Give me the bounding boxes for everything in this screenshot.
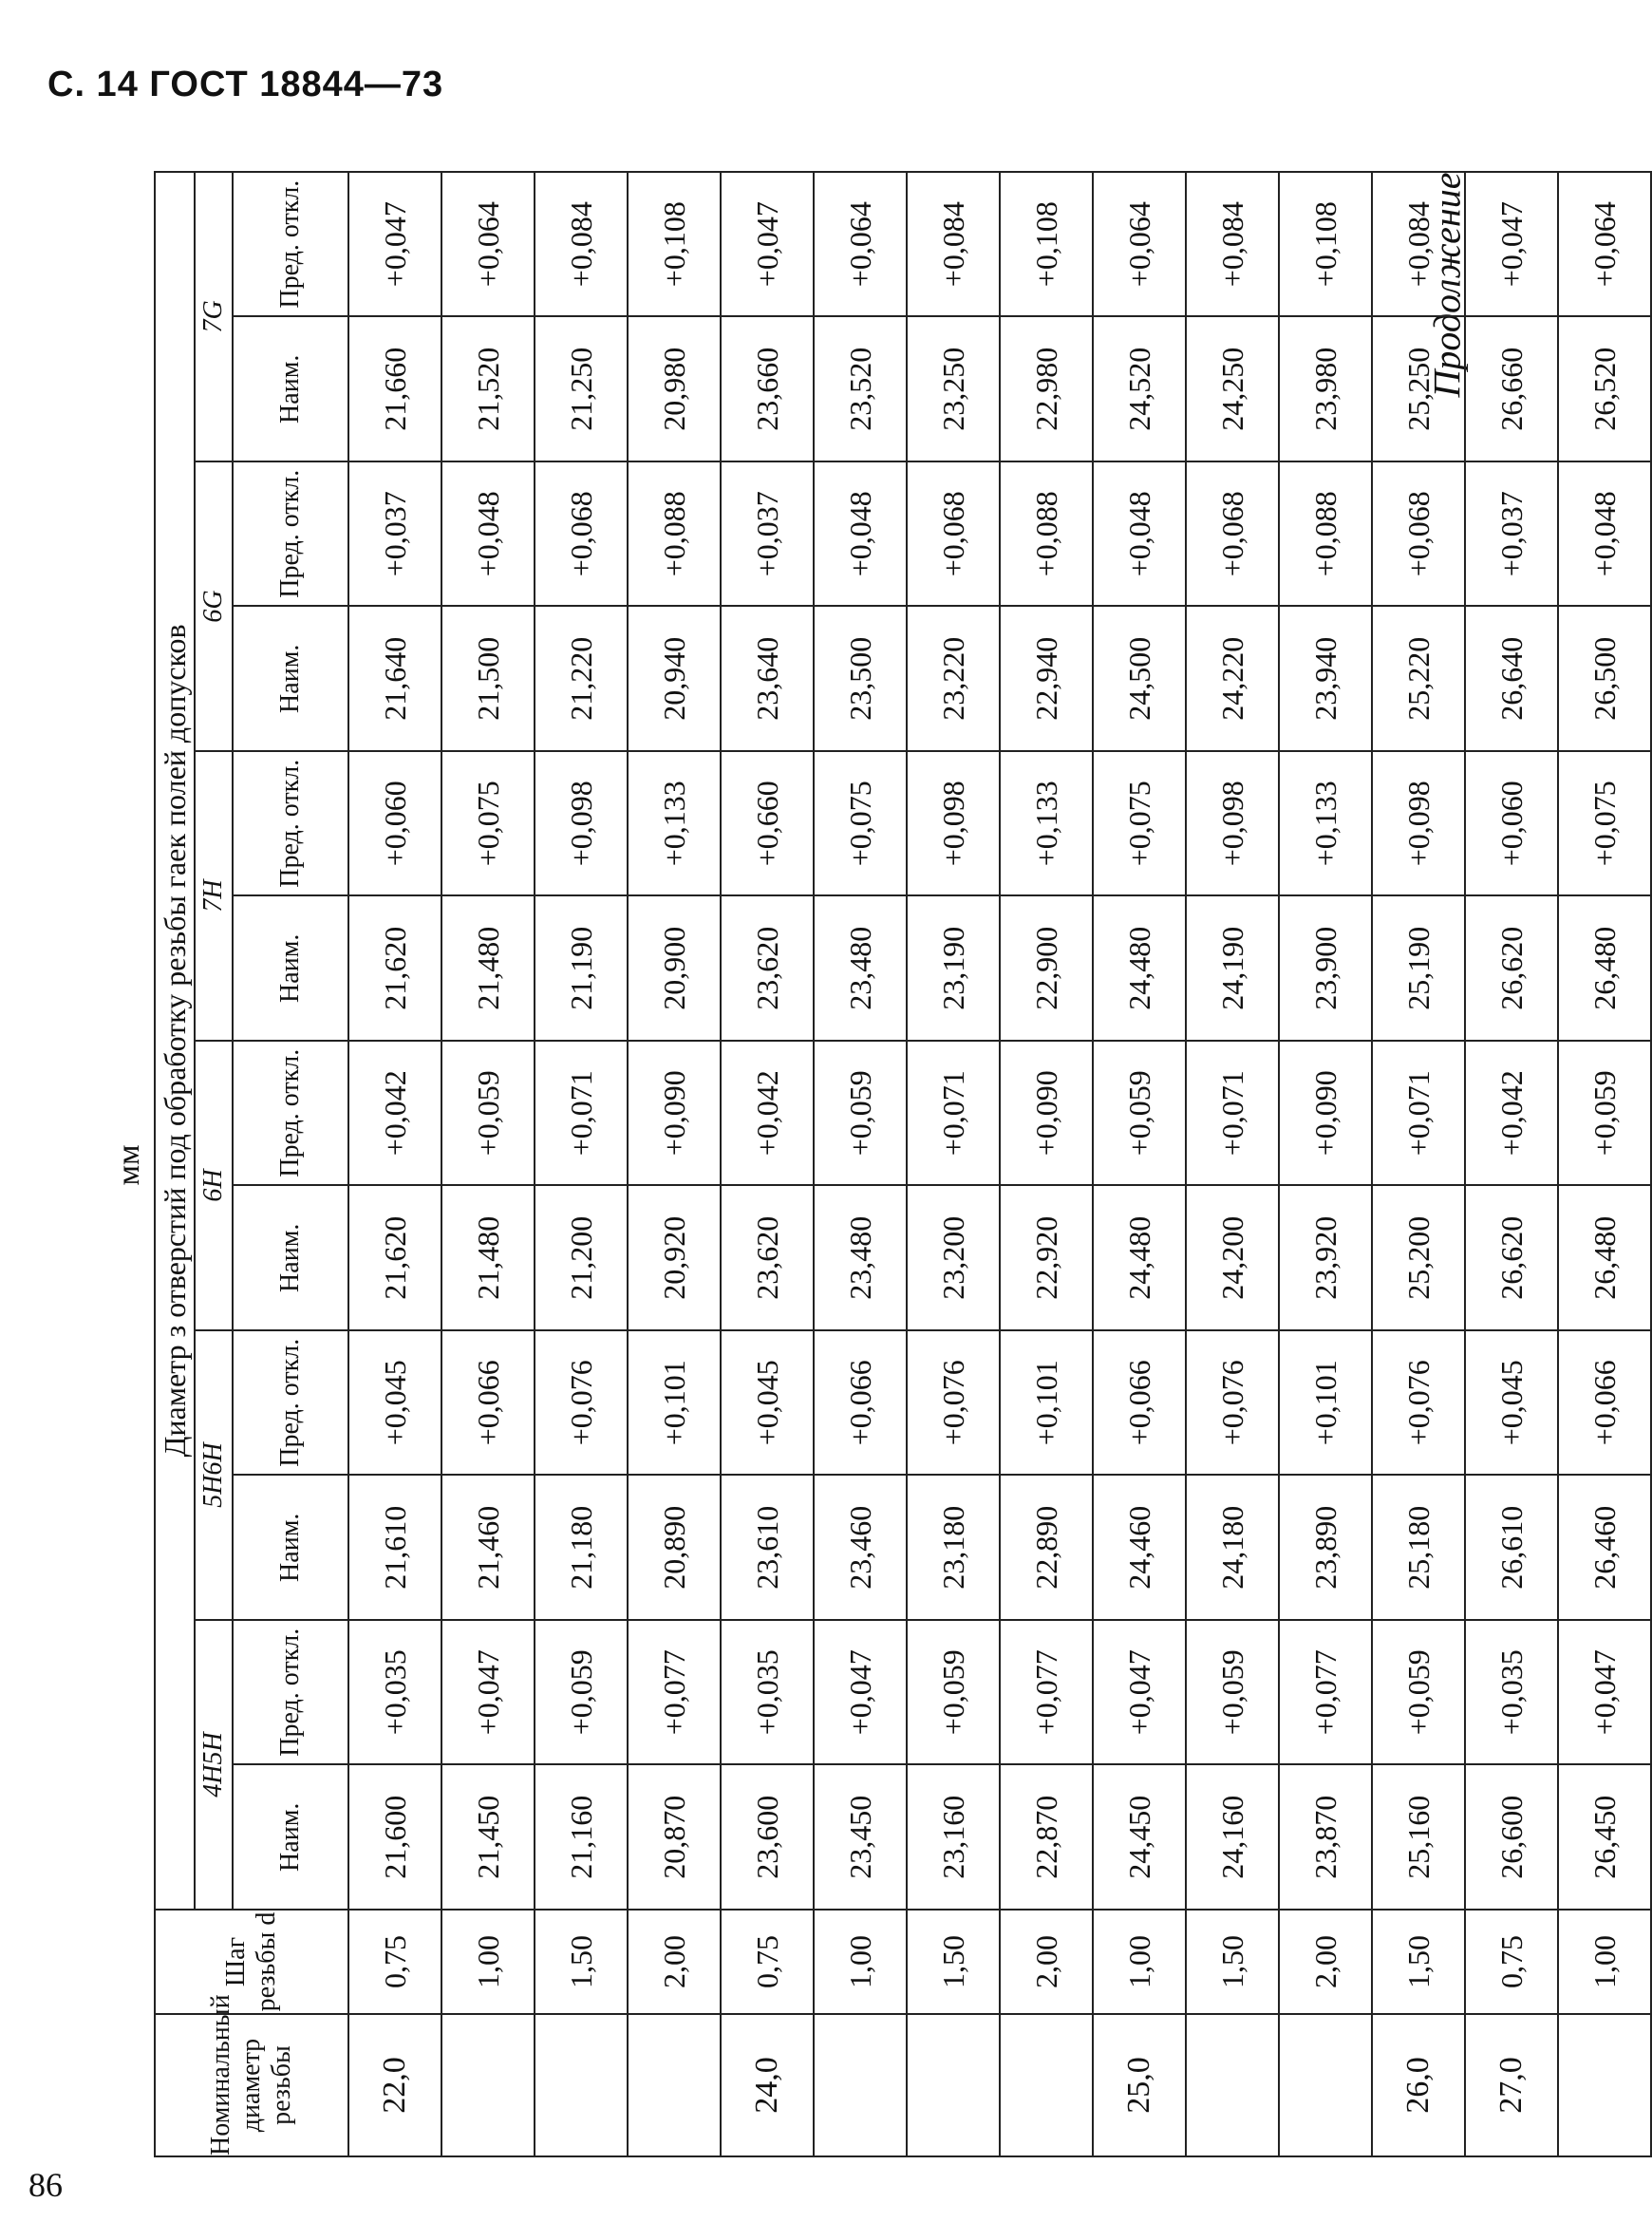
deviation-value-cell: +0,059 [1558,1041,1651,1186]
nominal-value-cell: 26,620 [1465,1186,1558,1331]
pitch-cell: 1,00 [441,1910,535,2014]
col-pitch-header [155,1910,348,2014]
deviation-value-cell: +0,071 [907,1041,1000,1186]
deviation-value-cell: +0,101 [1000,1330,1093,1476]
nominal-value-cell: 21,640 [348,607,441,752]
deviation-value-cell: +0,045 [348,1330,441,1476]
nominal-value-cell: 21,500 [441,607,535,752]
nominal-value-cell: 24,480 [1093,896,1186,1042]
nominal-value-cell: 21,660 [348,317,441,462]
deviation-value-cell: +0,068 [1372,461,1465,607]
deviation-value-cell: +0,047 [721,172,814,317]
nominal-diameter-cell: 25,0 [1093,2014,1186,2156]
sub-header-nominal [233,896,348,1042]
nominal-value-cell: 24,520 [1093,317,1186,462]
nominal-value-cell: 21,190 [535,896,628,1042]
nominal-value-cell: 20,870 [628,1765,721,1911]
nominal-value-cell: 24,190 [1186,896,1279,1042]
sub-header-deviation [233,461,348,607]
nominal-value-cell: 23,640 [721,607,814,752]
sub-header-text: Наим. [275,1513,305,1582]
col-nominal-header [155,1994,348,2156]
nominal-value-cell: 20,920 [628,1186,721,1331]
deviation-value-cell: +0,090 [628,1041,721,1186]
sub-header-text: Наим. [275,933,305,1003]
deviation-value-cell: +0,047 [441,1620,535,1765]
group-header: Диаметр з отверстий под обработку резьбы гаек полей допусков [155,172,195,1910]
nominal-value-cell: 22,980 [1000,317,1093,462]
nominal-value-cell: 21,480 [441,1186,535,1331]
deviation-value-cell: +0,076 [535,1330,628,1476]
deviation-value-cell: +0,108 [1000,172,1093,317]
sub-header-deviation [233,751,348,896]
nominal-value-cell: 23,900 [1279,896,1372,1042]
deviation-value-cell: +0,071 [1372,1041,1465,1186]
col-pitch-header-text: Шаг резьбы d [221,1911,281,2012]
nominal-value-cell: 21,480 [441,896,535,1042]
nominal-value-cell: 26,450 [1558,1765,1651,1911]
deviation-value-cell: +0,075 [1093,751,1186,896]
nominal-value-cell: 21,610 [348,1476,441,1621]
deviation-value-cell: +0,045 [1465,1330,1558,1476]
tolerance-field-header: 7H [195,751,233,1041]
deviation-value-cell: +0,098 [535,751,628,896]
pitch-cell: 1,50 [1186,1910,1279,2014]
nominal-value-cell: 25,190 [1372,896,1465,1042]
deviation-value-cell: +0,077 [1279,1620,1372,1765]
nominal-value-cell: 23,660 [721,317,814,462]
nominal-value-cell: 24,460 [1093,1476,1186,1621]
deviation-value-cell: +0,076 [1372,1330,1465,1476]
nominal-value-cell: 23,460 [814,1476,907,1621]
tolerance-field-header: 7G [195,172,233,461]
nominal-value-cell: 23,890 [1279,1476,1372,1621]
nominal-value-cell: 23,480 [814,896,907,1042]
nominal-value-cell: 21,520 [441,317,535,462]
deviation-value-cell: +0,042 [1465,1041,1558,1186]
nominal-diameter-cell [907,2014,1000,2156]
deviation-value-cell: +0,059 [441,1041,535,1186]
deviation-value-cell: +0,075 [441,751,535,896]
sub-header-nominal [233,1765,348,1911]
nominal-value-cell: 26,500 [1558,607,1651,752]
deviation-value-cell: +0,047 [1558,1620,1651,1765]
nominal-value-cell: 21,160 [535,1765,628,1911]
nominal-value-cell: 26,520 [1558,317,1651,462]
deviation-value-cell: +0,037 [721,461,814,607]
page-header: С. 14 ГОСТ 18844—73 [47,65,444,104]
nominal-value-cell: 20,900 [628,896,721,1042]
units-label: мм [111,1144,146,1186]
nominal-value-cell: 23,190 [907,896,1000,1042]
deviation-value-cell: +0,084 [1186,172,1279,317]
pitch-cell: 2,00 [628,1910,721,2014]
nominal-value-cell: 25,200 [1372,1186,1465,1331]
pitch-cell: 1,00 [1558,1910,1651,2014]
nominal-diameter-cell: 27,0 [1465,2014,1558,2156]
deviation-value-cell: +0,075 [814,751,907,896]
sub-header-nominal [233,607,348,752]
pitch-cell: 1,00 [814,1910,907,2014]
nominal-value-cell: 21,450 [441,1765,535,1911]
nominal-value-cell: 24,220 [1186,607,1279,752]
nominal-diameter-cell: 22,0 [348,2014,441,2156]
nominal-value-cell: 21,250 [535,317,628,462]
nominal-value-cell: 24,250 [1186,317,1279,462]
deviation-value-cell: +0,047 [1093,1620,1186,1765]
deviation-value-cell: +0,048 [1558,461,1651,607]
nominal-value-cell: 26,460 [1558,1476,1651,1621]
deviation-value-cell: +0,660 [721,751,814,896]
deviation-value-cell: +0,035 [721,1620,814,1765]
deviation-value-cell: +0,088 [628,461,721,607]
nominal-value-cell: 24,160 [1186,1765,1279,1911]
deviation-value-cell: +0,077 [1000,1620,1093,1765]
tolerance-field-header: 6H [195,1041,233,1330]
deviation-value-cell: +0,108 [628,172,721,317]
nominal-value-cell: 25,160 [1372,1765,1465,1911]
deviation-value-cell: +0,068 [1186,461,1279,607]
deviation-value-cell: +0,076 [1186,1330,1279,1476]
deviation-value-cell: +0,068 [907,461,1000,607]
nominal-value-cell: 24,450 [1093,1765,1186,1911]
nominal-value-cell: 23,870 [1279,1765,1372,1911]
deviation-value-cell: +0,059 [907,1620,1000,1765]
deviation-value-cell: +0,068 [535,461,628,607]
nominal-value-cell: 20,980 [628,317,721,462]
nominal-value-cell: 21,180 [535,1476,628,1621]
sub-header-text: Наим. [275,1223,305,1292]
deviation-value-cell: +0,098 [907,751,1000,896]
nominal-value-cell: 23,250 [907,317,1000,462]
deviation-value-cell: +0,045 [721,1330,814,1476]
sub-header-text: Наим. [275,1802,305,1872]
sub-header-nominal [233,317,348,462]
nominal-diameter-cell [814,2014,907,2156]
nominal-value-cell: 23,220 [907,607,1000,752]
nominal-value-cell: 20,890 [628,1476,721,1621]
nominal-value-cell: 22,870 [1000,1765,1093,1911]
deviation-value-cell: +0,088 [1279,461,1372,607]
deviation-value-cell: +0,088 [1000,461,1093,607]
table-row [441,172,535,2156]
nominal-diameter-cell: 26,0 [1372,2014,1465,2156]
nominal-value-cell: 23,520 [814,317,907,462]
nominal-value-cell: 21,460 [441,1476,535,1621]
nominal-value-cell: 23,160 [907,1765,1000,1911]
nominal-value-cell: 21,220 [535,607,628,752]
nominal-value-cell: 23,480 [814,1186,907,1331]
deviation-value-cell: +0,059 [535,1620,628,1765]
table-row [907,172,1000,2156]
nominal-value-cell: 23,180 [907,1476,1000,1621]
sub-header-text: Наим. [275,644,305,713]
pitch-cell: 1,50 [535,1910,628,2014]
deviation-value-cell: +0,101 [1279,1330,1372,1476]
pitch-cell: 1,00 [1093,1910,1186,2014]
deviation-value-cell: +0,059 [1372,1620,1465,1765]
pitch-cell: 1,50 [907,1910,1000,2014]
nominal-value-cell: 21,620 [348,1186,441,1331]
deviation-value-cell: +0,048 [441,461,535,607]
nominal-value-cell: 23,200 [907,1186,1000,1331]
pitch-cell: 0,75 [1465,1910,1558,2014]
tolerance-field-header: 4H5H [195,1620,233,1910]
deviation-value-cell: +0,084 [1372,172,1465,317]
nominal-value-cell: 26,620 [1465,896,1558,1042]
deviation-value-cell: +0,066 [1093,1330,1186,1476]
nominal-value-cell: 25,180 [1372,1476,1465,1621]
sub-header-text: Наим. [275,354,305,424]
nominal-value-cell: 26,600 [1465,1765,1558,1911]
nominal-value-cell: 23,940 [1279,607,1372,752]
sub-header-deviation [233,1041,348,1186]
deviation-value-cell: +0,077 [628,1620,721,1765]
nominal-value-cell: 24,500 [1093,607,1186,752]
nominal-value-cell: 23,620 [721,896,814,1042]
deviation-value-cell: +0,075 [1558,751,1651,896]
deviation-value-cell: +0,098 [1372,751,1465,896]
sub-header-deviation [233,1620,348,1765]
deviation-value-cell: +0,084 [535,172,628,317]
deviation-value-cell: +0,059 [1093,1041,1186,1186]
deviation-value-cell: +0,064 [814,172,907,317]
tolerance-table [154,171,1652,2157]
nominal-diameter-cell [535,2014,628,2156]
sub-header-text: Пред. откл. [275,1048,305,1177]
deviation-value-cell: +0,071 [535,1041,628,1186]
nominal-value-cell: 26,660 [1465,317,1558,462]
nominal-value-cell: 24,200 [1186,1186,1279,1331]
deviation-value-cell: +0,060 [348,751,441,896]
nominal-value-cell: 25,250 [1372,317,1465,462]
nominal-value-cell: 22,890 [1000,1476,1093,1621]
deviation-value-cell: +0,064 [1558,172,1651,317]
deviation-value-cell: +0,048 [1093,461,1186,607]
table-row [814,172,907,2156]
table-row [628,172,721,2156]
deviation-value-cell: +0,047 [348,172,441,317]
nominal-value-cell: 23,620 [721,1186,814,1331]
nominal-value-cell: 20,940 [628,607,721,752]
sub-header-nominal [233,1476,348,1621]
table-row [1093,172,1186,2156]
deviation-value-cell: +0,071 [1186,1041,1279,1186]
nominal-value-cell: 26,610 [1465,1476,1558,1621]
table-row [1558,172,1651,2156]
deviation-value-cell: +0,108 [1279,172,1372,317]
sub-header-text: Пред. откл. [275,1338,305,1467]
nominal-value-cell: 23,920 [1279,1186,1372,1331]
pitch-cell: 0,75 [721,1910,814,2014]
deviation-value-cell: +0,133 [628,751,721,896]
table-row [1372,172,1465,2156]
pitch-cell: 2,00 [1000,1910,1093,2014]
nominal-value-cell: 21,620 [348,896,441,1042]
nominal-value-cell: 23,500 [814,607,907,752]
table-row [348,172,441,2156]
sub-header-deviation [233,1330,348,1476]
deviation-value-cell: +0,066 [441,1330,535,1476]
sub-header-text: Пред. откл. [275,179,305,309]
nominal-value-cell: 21,600 [348,1765,441,1911]
nominal-value-cell: 24,180 [1186,1476,1279,1621]
deviation-value-cell: +0,066 [814,1330,907,1476]
deviation-value-cell: +0,090 [1279,1041,1372,1186]
sub-header-nominal [233,1186,348,1331]
table-row [1186,172,1279,2156]
deviation-value-cell: +0,064 [441,172,535,317]
nominal-value-cell: 22,940 [1000,607,1093,752]
pitch-cell: 2,00 [1279,1910,1372,2014]
nominal-value-cell: 23,450 [814,1765,907,1911]
sub-header-text: Пред. откл. [275,759,305,888]
deviation-value-cell: +0,047 [814,1620,907,1765]
deviation-value-cell: +0,042 [348,1041,441,1186]
deviation-value-cell: +0,133 [1000,751,1093,896]
nominal-value-cell: 26,480 [1558,896,1651,1042]
nominal-diameter-cell [1279,2014,1372,2156]
deviation-value-cell: +0,066 [1558,1330,1651,1476]
deviation-value-cell: +0,059 [814,1041,907,1186]
nominal-value-cell: 26,640 [1465,607,1558,752]
col-nominal-header-text: Номинальный диаметр резьбы [206,1994,296,2155]
deviation-value-cell: +0,090 [1000,1041,1093,1186]
deviation-value-cell: +0,133 [1279,751,1372,896]
deviation-value-cell: +0,076 [907,1330,1000,1476]
nominal-value-cell: 23,600 [721,1765,814,1911]
table-row [721,172,814,2156]
deviation-value-cell: +0,035 [348,1620,441,1765]
deviation-value-cell: +0,098 [1186,751,1279,896]
nominal-value-cell: 22,900 [1000,896,1093,1042]
deviation-value-cell: +0,035 [1465,1620,1558,1765]
table-row [1465,172,1558,2156]
deviation-value-cell: +0,037 [1465,461,1558,607]
nominal-value-cell: 26,480 [1558,1186,1651,1331]
sub-header-text: Пред. откл. [275,469,305,598]
table-row [1000,172,1093,2156]
deviation-value-cell: +0,084 [907,172,1000,317]
nominal-value-cell: 21,200 [535,1186,628,1331]
nominal-diameter-cell: 24,0 [721,2014,814,2156]
deviation-value-cell: +0,042 [721,1041,814,1186]
pitch-cell: 0,75 [348,1910,441,2014]
nominal-value-cell: 25,220 [1372,607,1465,752]
nominal-value-cell: 23,610 [721,1476,814,1621]
deviation-value-cell: +0,059 [1186,1620,1279,1765]
sub-header-deviation [233,172,348,317]
deviation-value-cell: +0,037 [348,461,441,607]
deviation-value-cell: +0,047 [1465,172,1558,317]
tolerance-field-header: 5H6H [195,1330,233,1620]
nominal-value-cell: 24,480 [1093,1186,1186,1331]
deviation-value-cell: +0,048 [814,461,907,607]
sub-header-text: Пред. откл. [275,1628,305,1757]
nominal-value-cell: 22,920 [1000,1186,1093,1331]
deviation-value-cell: +0,101 [628,1330,721,1476]
nominal-diameter-cell [628,2014,721,2156]
nominal-diameter-cell [1186,2014,1279,2156]
nominal-diameter-cell [1558,2014,1651,2156]
table-row [535,172,628,2156]
nominal-value-cell: 23,980 [1279,317,1372,462]
pitch-cell: 1,50 [1372,1910,1465,2014]
page-number: 86 [28,2166,63,2204]
table-row [1279,172,1372,2156]
deviation-value-cell: +0,060 [1465,751,1558,896]
tolerance-field-header: 6G [195,461,233,751]
continuation-text: Продолжение [1425,172,1469,398]
nominal-diameter-cell [441,2014,535,2156]
nominal-diameter-cell [1000,2014,1093,2156]
deviation-value-cell: +0,064 [1093,172,1186,317]
